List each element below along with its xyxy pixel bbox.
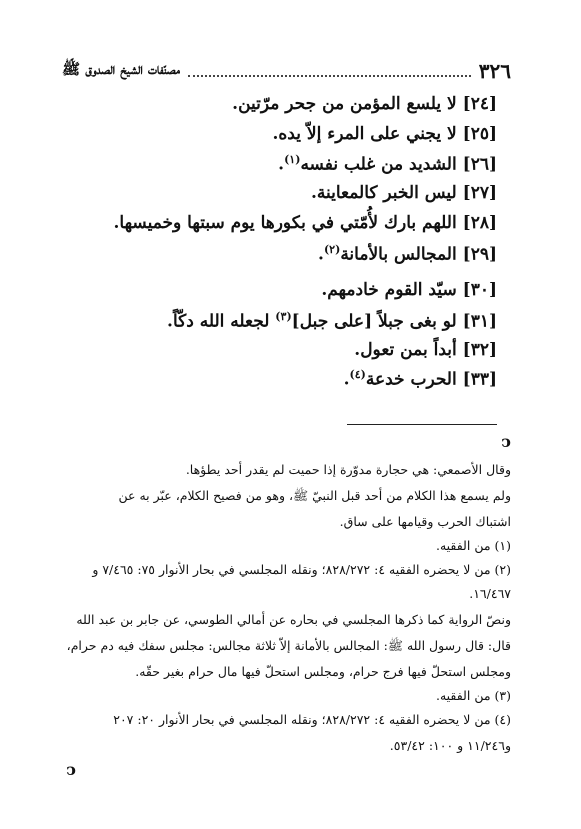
hadith-text: المجالس بالأمانة [340,244,457,265]
note-line: وقال الأصمعي: هي حجارة مدوّرة إذا حميت لم يقدر أحد يطؤها. [185,462,511,477]
hadith-text: لو بغى جبلاً [على جبل] [291,311,457,332]
hadith-text-tail: لجعله الله دكّاً. [167,311,276,332]
hadith-text: اللهم بارك لأُمّتي في بكورها يوم سبتها وخميسها. [113,213,457,233]
hadith-number: [٣١] [462,311,497,332]
hadith-text: الحرب خدعة [365,369,457,390]
hadith-number: [٢٤] [462,94,497,114]
footnote-ref: (٢) [323,243,341,256]
hadith-text: لا يلسع المؤمن من جحر مرّتين. [232,94,457,114]
hadith-number: [٢٥] [462,124,497,144]
note-line: ونصّ الرواية كما ذكرها المجلسي في بحاره عن أمالي الطوسي، عن جابر بن عبد الله [76,612,511,627]
footnote-ref: (٤) [349,368,366,381]
footnote: (٣) من الفقيه. [435,688,511,703]
hadith-line [77,94,497,114]
running-title: مصنّفات الشيخ الصدوق ﷺ [62,60,181,78]
continuation-mark-icon: ↄ [66,760,76,779]
hadith-number: [٣٠] [462,280,497,300]
footnote-ref: (١) [284,153,301,166]
hadith-line [77,280,497,300]
hadith-number: [٢٩] [462,244,497,265]
footnote: (١) من الفقيه. [435,538,511,553]
hadith-line: [٢٩] المجالس بالأمانة$^{(٢)}$. [318,243,497,265]
hadith-number: [٢٦] [462,154,497,175]
hadith-line [77,310,497,332]
note-line: قال: قال رسول الله ﷺ: المجالس بالأمانة إلاّ ثلاثة مجالس: مجلس سفك فيه دم حرام، [66,638,511,653]
footnote: (٤) من لا يحضره الفقيه ٤: ٨٢٨/٢٧٢؛ ونقله المجلسي في بحار الأنوار ٢٠: ٢٠٧ [113,712,511,727]
footnote-continuation: و١١/٢٤٦ و ١٠٠: ٥٣/٤٢. [389,738,511,753]
hadith-text: ليس الخبر كالمعاينة. [310,183,457,203]
hadith-text: أبداً بمن تعول. [354,340,457,360]
hadith-number: [٣٢] [462,340,497,360]
footnote-ref: (٣) [275,310,292,323]
footnote: (٢) من لا يحضره الفقيه ٤: ٨٢٨/٢٧٢؛ ونقله المجلسي في بحار الأنوار ٧٥: ٧/٤٦٥ و [92,562,511,577]
footnote-separator [347,424,497,425]
note-line: ولم يسمع هذا الكلام من أحد قبل النبيّ ﷺ، وهو من فصيح الكلام، عبّر به عن [118,488,511,503]
hadith-number: [٢٨] [462,213,497,233]
hadith-text: سيّد القوم خادمهم. [321,280,457,300]
footnote-continuation: ١٦/٤٦٧. [469,586,511,601]
hadith-line [77,213,497,233]
hadith-line: [٢٦] الشديد من غلب نفسه$^{(١)}$. [278,153,497,175]
hadith-text: لا يجني على المرء إلاّ يده. [272,124,457,144]
hadith-line [77,124,497,144]
hadith-number: [٣٣] [462,369,497,390]
hadith-number: [٢٧] [462,183,497,203]
continuation-mark-icon: ↄ [501,432,511,451]
note-line: اشتباك الحرب وقيامها على ساق. [339,514,511,529]
hadith-line [77,183,497,203]
note-line: ومجلس استحلّ فيها فرج حرام، ومجلس استحلّ فيها مال حرام بغير حقّه. [135,664,511,679]
header-dotted-leader [188,65,471,77]
hadith-line [77,340,497,360]
page-number: ٣٢٦ [478,59,511,83]
page-header [62,58,511,84]
hadith-line: [٣٣] الحرب خدعة$^{(٤)}$. [343,368,497,390]
hadith-text: الشديد من غلب نفسه [300,154,457,175]
